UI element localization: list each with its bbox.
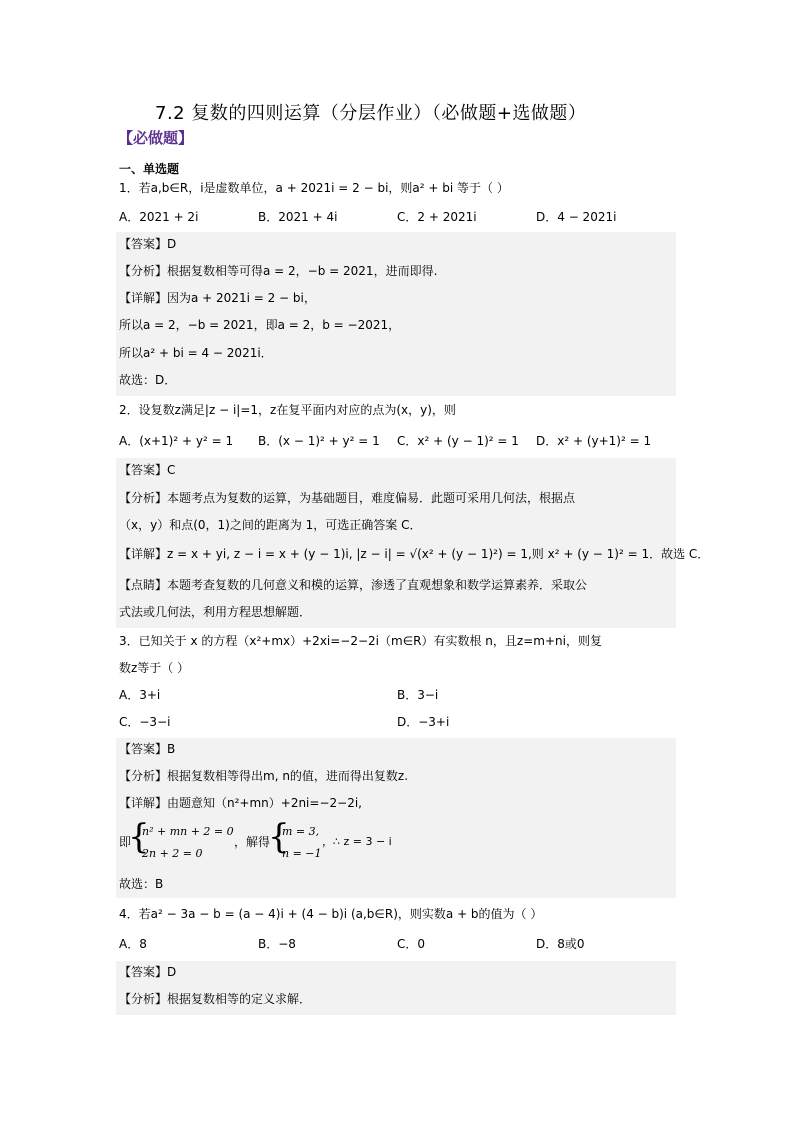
q2-answer: 【答案】C (119, 463, 176, 477)
q1-solution-box (116, 232, 676, 396)
q4-answer: 【答案】D (119, 965, 177, 979)
q3-solve-prefix: ，解得 (234, 835, 271, 849)
q1-answer: 【答案】D (119, 237, 177, 251)
q3-answer: 【答案】B (119, 742, 176, 756)
q4-analysis: 【分析】根据复数相等的定义求解． (119, 992, 312, 1006)
q2-option-b: B．(x − 1)² + y² = 1 (258, 434, 380, 448)
q3-stem-2: 数z等于（ ） (119, 661, 190, 675)
q3-conclusion: ，∴ z = 3 − i (322, 835, 392, 848)
q3-system-prefix: 即 (119, 835, 132, 849)
q1-stem: 1．若a,b∈R，i是虚数单位，a + 2021i = 2 − bi，则a² + bi 等于（ ） (119, 181, 509, 195)
left-brace-icon: { (128, 817, 150, 857)
q1-choice: 故选：D． (119, 373, 177, 387)
q3-detail-1: 【详解】由题意知（n²+mn）+2ni=−2−2i, (119, 796, 362, 810)
q3-stem-1: 3．已知关于 x 的方程（x²+mx）+2xi=−2−2i（m∈R）有实数根 n，且z=m+ni，则复 (119, 634, 602, 648)
q2-comment-2: 式法或几何法，利用方程思想解题． (119, 605, 312, 619)
page-title: 7.2 复数的四则运算（分层作业）（必做题+选做题） (155, 103, 587, 124)
q3-option-a: A．3+i (119, 688, 161, 702)
q4-option-a: A．8 (119, 937, 147, 951)
q1-detail-3: 所以a² + bi = 4 − 2021i． (119, 346, 273, 360)
q1-option-a: A．2021 + 2i (119, 210, 199, 224)
q3-analysis: 【分析】根据复数相等得出m, n的值，进而得出复数z. (119, 769, 409, 783)
q3-option-c: C．−3−i (119, 715, 171, 729)
q1-detail-2: 所以a = 2，−b = 2021，即a = 2，b = −2021， (119, 318, 401, 332)
section-tag: 【必做题】 (118, 129, 194, 147)
q3-option-d: D．−3+i (397, 715, 450, 729)
q1-analysis: 【分析】根据复数相等可得a = 2，−b = 2021，进而即得. (119, 264, 438, 278)
q2-solution-box (116, 458, 676, 628)
q1-option-c: C．2 + 2021i (397, 210, 477, 224)
q3-choice: 故选：B (119, 877, 164, 891)
q1-option-d: D．4 − 2021i (536, 210, 617, 224)
q3-solve-line-1: m = 3, (282, 825, 320, 838)
left-brace-icon: { (268, 817, 290, 857)
q2-stem: 2．设复数z满足|z − i|=1，z在复平面内对应的点为(x，y)，则 (119, 403, 456, 417)
q3-system-line-1: n² + mn + 2 = 0 (142, 825, 234, 838)
q2-option-d: D．x² + (y+1)² = 1 (536, 434, 652, 448)
q4-stem: 4．若a² − 3a − b = (a − 4)i + (4 − b)i (a,b∈R)，则实数a + b的值为（ ） (119, 907, 543, 921)
q3-solution-box (116, 738, 676, 898)
part-heading: 一、单选题 (119, 162, 180, 176)
q2-detail: 【详解】z = x + yi, z − i = x + (y − 1)i, |z − i| = √(x² + (y − 1)²) = 1,则 x² + (y − 1)² = 1．故选 C． (119, 547, 710, 561)
q4-option-c: C．0 (397, 937, 426, 951)
q3-option-b: B．3−i (397, 688, 439, 702)
q2-comment-1: 【点睛】本题考查复数的几何意义和模的运算，渗透了直观想象和数学运算素养．采取公 (119, 578, 588, 592)
q1-detail-1: 【详解】因为a + 2021i = 2 − bi， (119, 291, 316, 305)
q3-solve-line-2: n = −1 (282, 847, 322, 860)
q2-analysis-2: （x，y）和点(0，1)之间的距离为 1，可选正确答案 C． (119, 518, 422, 532)
q2-option-a: A．(x+1)² + y² = 1 (119, 434, 234, 448)
q2-analysis-1: 【分析】本题考点为复数的运算，为基础题目，难度偏易．此题可采用几何法，根据点 (119, 491, 576, 505)
q2-option-c: C．x² + (y − 1)² = 1 (397, 434, 519, 448)
q4-option-d: D．8或0 (536, 937, 585, 951)
q3-system-line-2: 2n + 2 = 0 (142, 847, 203, 860)
q1-option-b: B．2021 + 4i (258, 210, 338, 224)
q4-option-b: B．−8 (258, 937, 296, 951)
